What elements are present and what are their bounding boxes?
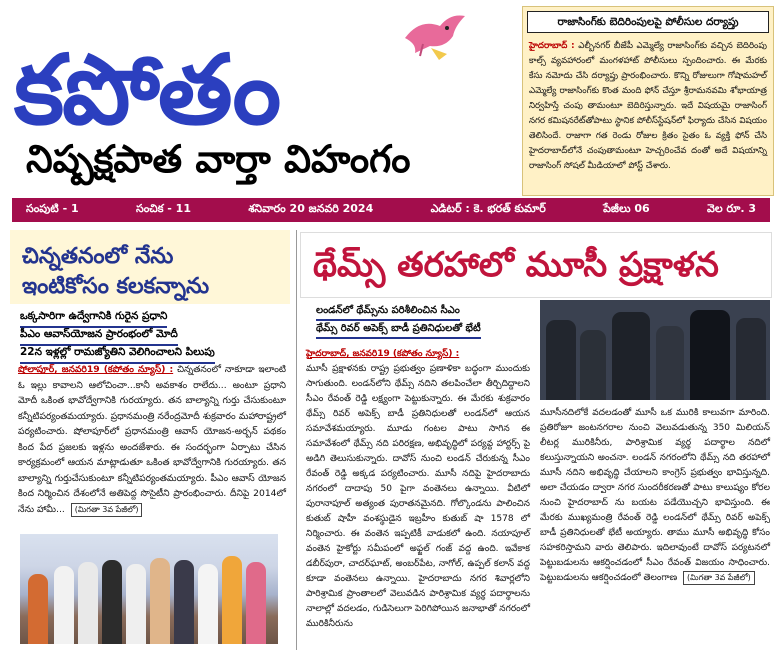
main-story-header: [300, 232, 772, 298]
left-story-header: [10, 230, 290, 304]
main-story-continued: (మిగతా 3వ పేజీలో): [683, 571, 755, 585]
left-story-title-line2: ఇంటికోసం కలకన్నాను: [22, 274, 210, 299]
left-story-subheading-3: 22న ఇళ్లల్లో రామజ్యోతిని వెలిగించాలని పిలుపు: [20, 346, 215, 364]
main-story-subheading-2: థేమ్స్‌ రివర్‌ అపెక్స్‌ బాడీ ప్రతినిధులతో భేటీ: [316, 322, 481, 339]
issue-date: శనివారం 20 జనవరి 2024: [248, 202, 374, 215]
left-story-subheading-2: పీఎం ఆవాస్‌యోజన ప్రారంభంలో మోదీ: [20, 328, 178, 346]
editor-name: ఎడిటర్ : కె. భరత్ కుమార్: [430, 202, 546, 215]
column-divider: [296, 230, 297, 650]
dove-logo-icon: [395, 8, 470, 68]
left-story-title-line1: చిన్నతనంలో నేను: [22, 244, 174, 269]
main-story-title: థేమ్స్‌ తరహాలో మూసీ ప్రక్షాళన: [313, 245, 719, 285]
main-story-photo: [540, 300, 770, 400]
tagline: నిష్పక్షపాత వార్తా విహంగం: [26, 137, 411, 181]
main-story-text-right: మూసీనదిలోకే వదలడంతో మూసీ ఒక మురికి కాలువగా మారింది. ప్రతిరోజూ జంటనగరాల నుంచి వెలువడుతున్న 350 మిలియన్‌ లీటర్ల మురికినీరు, పారిశ్రామిక వ్యర్థ పదార్థాల నదిలో కలుస్తున్నాయని అంచనా. లండన్‌ నగరంలోని థేమ్స్‌ నది తరహాలో మూసీ నదిని అభివృద్ధి చేయాలని కాంగ్రెస్‌ ప్రభుత్వం భావిస్తున్నది. అలా చేయడం ద్వారా నగర సుందరీకరణతో పాటు కాలుష్యం కోరల నుంచి హైదరాబాద్‌ ను బయట పడేయొచ్చని భావిస్తుంది. ఈ మేరకు ముఖ్యమంత్రి రేవంత్‌ రెడ్డి లండన్‌లో థేమ్స్‌ రివర్‌ అపెక్స్‌ బాడీ ప్రతినిధులతో భేటీ అయ్యారు. తాము మూసీ అభివృద్ధి కోసం సహకరిస్తామని వారు తెలిపారు. ఇదిలావుంటే దావోస్‌ పర్యటనలో పెట్టుబడులను ఆకర్షించడంలో సీఎం రేవంత్‌ విజయం సాధించారు. పెట్టుబడులను ఆకర్షించడంలో తెలంగాణ: [540, 408, 770, 583]
newspaper-logo: కపోతం: [14, 34, 280, 146]
main-story-dateline: హైదరాబాద్‌, జనవరి19 (కపోతం న్యూస్‌) :: [306, 349, 460, 359]
main-story-body-middle: [306, 347, 530, 632]
top-news-dateline: హైదరాబాద్ :: [529, 41, 575, 51]
issue-info-bar: [12, 198, 770, 222]
issue-number: సంచిక - 11: [135, 202, 191, 215]
top-news-text: ఎల్బీనగర్‌ బీజేపీ ఎమ్మెల్యే రాజాసింగ్‌కు వచ్చిన బెదిరింపు కాల్స్‌ వ్యవహారంలో మంగళహాట్‌ పోలీసులు స్పందించారు. ఈ మేరకు కేసు నమోదు చేసి దర్యాప్తు ప్రారంభించారు. కొన్ని రోజులుగా గోషామహల్‌ ఎమ్మెల్యే రాజాసింగ్‌కు కొంత మంది ఫోన్‌ చేస్తూ శ్రీరామనవమి శోభాయాత్ర నిర్వహిస్తే చంపు తామంటూ బెదిరిస్తున్నారు. ఇదే విషయమై రాజాసింగ్‌ నగర కమిషనరేట్‌తోపాటు స్థానిక పోలీస్‌స్టేషన్‌లో ఫిర్యాదు చేసిన విషయం తెలిసిందే. రాజాగా గత రెండు రోజుల క్రితం సైతం ఓ వ్యక్తి ఫోన్‌ చేసి హైదరాబాద్‌లోనే చంపుతామంటూ హెచ్చరించేవ దంతో అదే విషయాన్ని రాజాసింగ్‌ సోషల్‌ మీడియాలో పోస్ట్‌ చేశారు.: [529, 41, 767, 171]
masthead: [0, 0, 520, 195]
page-count: పేజీలు 06: [603, 202, 650, 215]
left-story-dateline: షోలాపూర్‌, జనవరి19 (కపోతం న్యూస్‌) :: [18, 364, 174, 375]
main-story-subheading-1: లండన్‌లో థేమ్స్‌ను పరిశీలించిన సీఎం: [316, 304, 460, 321]
left-story-photo: [20, 534, 278, 644]
left-story-subheading-1: ఒక్కసారిగా ఉద్వేగానికి గురైన ప్రధాని: [20, 310, 167, 328]
top-news-headline: రాజాసింగ్‌కు బెదిరింపులపై పోలీసుల దర్యాప్తు: [527, 11, 769, 33]
top-news-body: [529, 39, 767, 174]
left-story-continued: (మిగతా 3వ పేజీలో): [71, 503, 143, 517]
main-story-text-middle: మూసీ ప్రక్షాళనకు రాష్ట్ర ప్రభుత్వం ప్రణాళికా బద్ధంగా ముందుకు సాగుతుంది. లండన్‌లోని థేమ్స్‌ నదిని తలపించేలా తీర్చిదిద్దాలని సీఎం రేవంత్‌ రెడ్డి లక్ష్యంగా పెట్టుకున్నారు. ఈ మేరకు శుక్రవారం థేమ్స్‌ రివర్‌ అపెక్స్‌ బాడీ ప్రతినిధులతో లండన్‌లో ఆయన సమావేశమయ్యారు. మూడు గంటల పాటు సాగిన ఈ సమావేశంలో థేమ్స్‌ నది పరిరక్షణ, అభివృద్ధిలో పర్యవ్ద హార్టర్స్‌ పై అడిగి తెలుసుకున్నారు. దావోస్‌ నుంచి లండన్‌ చేరుకున్న సీఎం రేవంత్‌ రెడ్డి అక్కడ పర్యటించారు. మూసీ నదిపై హైదరాబాదు నగరంలో దాదాపు 50 పైగా వంతెనలు ఉన్నాయి. వీటిలో పురానాపూల్‌ అత్యంత పురాతనమైనది. గోల్కొండను పాలించిన కుతుబ్‌ షాహీ వంశస్థుడైన ఇబ్రహీం కుతుబ్‌ షా 1578 లో నిర్మించారు. ఈ వంతెన ఇప్పటికీ వాడుకలో ఉంది. నయాపూల్‌ వంతెన హైకోర్టు సమీపంలో అఫ్జల్‌ గంజ్‌ వద్ద ఉంది. ఇవేకాక డబీర్‌పురా, చాదర్‌ఘాట్‌, అంబర్‌పేట, నాగోల్‌, ఉప్పల్‌ కలాన్‌ వద్ద కూడా వంతెనలు ఉన్నాయి. హైదరాబాదు నగర శివార్లలోని పారిశ్రామిక ప్రాంతాలలో వెలువడిన పారిశ్రామిక వ్యర్థ పదార్థాలను నాలాల్లో వదలడం, గుడిసెలుగా పెరిగిపోయిన జనాభాతో నగరంలో మురికినీరును: [306, 364, 530, 629]
top-news-box: [522, 6, 774, 196]
left-story-body: [18, 362, 286, 517]
left-story-text: చిన్నతనంలో నాకూడా ఇలాంటి ఓ ఇల్లు కావాలని ఆలోచించా...కానీ అవకాశం రాలేదు... అంటూ ప్రధాని మోదీ ఒకింత భావోద్వేగానికి గురయ్యారు. తన బాల్యాన్ని గుర్తు చేసుకుంటూ కన్నీటిపర్యంతమయ్యారు. ప్రధానమంత్రి నరేంద్రమోదీ శుక్రవారం మహారాష్ట్రలో పర్యటించారు. షోలాపూర్‌లో ప్రధానమంత్రి ఆవాస్‌ యోజన-అర్బన్‌ పథకం కింద పేద ప్రజలకు ఇళ్లను అందజేశారు. ఈ సందర్భంగా ఏర్పాటు చేసిన కార్యక్రమంలో ఆయన మాట్లాడుతూ ఒకింత భావోద్వేగానికి గురయ్యారు. తన బాల్యాన్ని గుర్తుచేసుకుంటూ కన్నీటిపర్యంతమయ్యారు. పీఎం ఆవాస్‌ యోజన కింద నిర్మించిన దేశంలోనే అతిపెద్ద సొసైటీని ప్రారంభించారు. దీనిపై 2014లో నేను హామీ...: [18, 364, 287, 515]
price: వెల రూ. 3: [707, 202, 756, 215]
volume-number: సంపుటి - 1: [26, 202, 79, 215]
main-story-body-right: [540, 406, 770, 586]
